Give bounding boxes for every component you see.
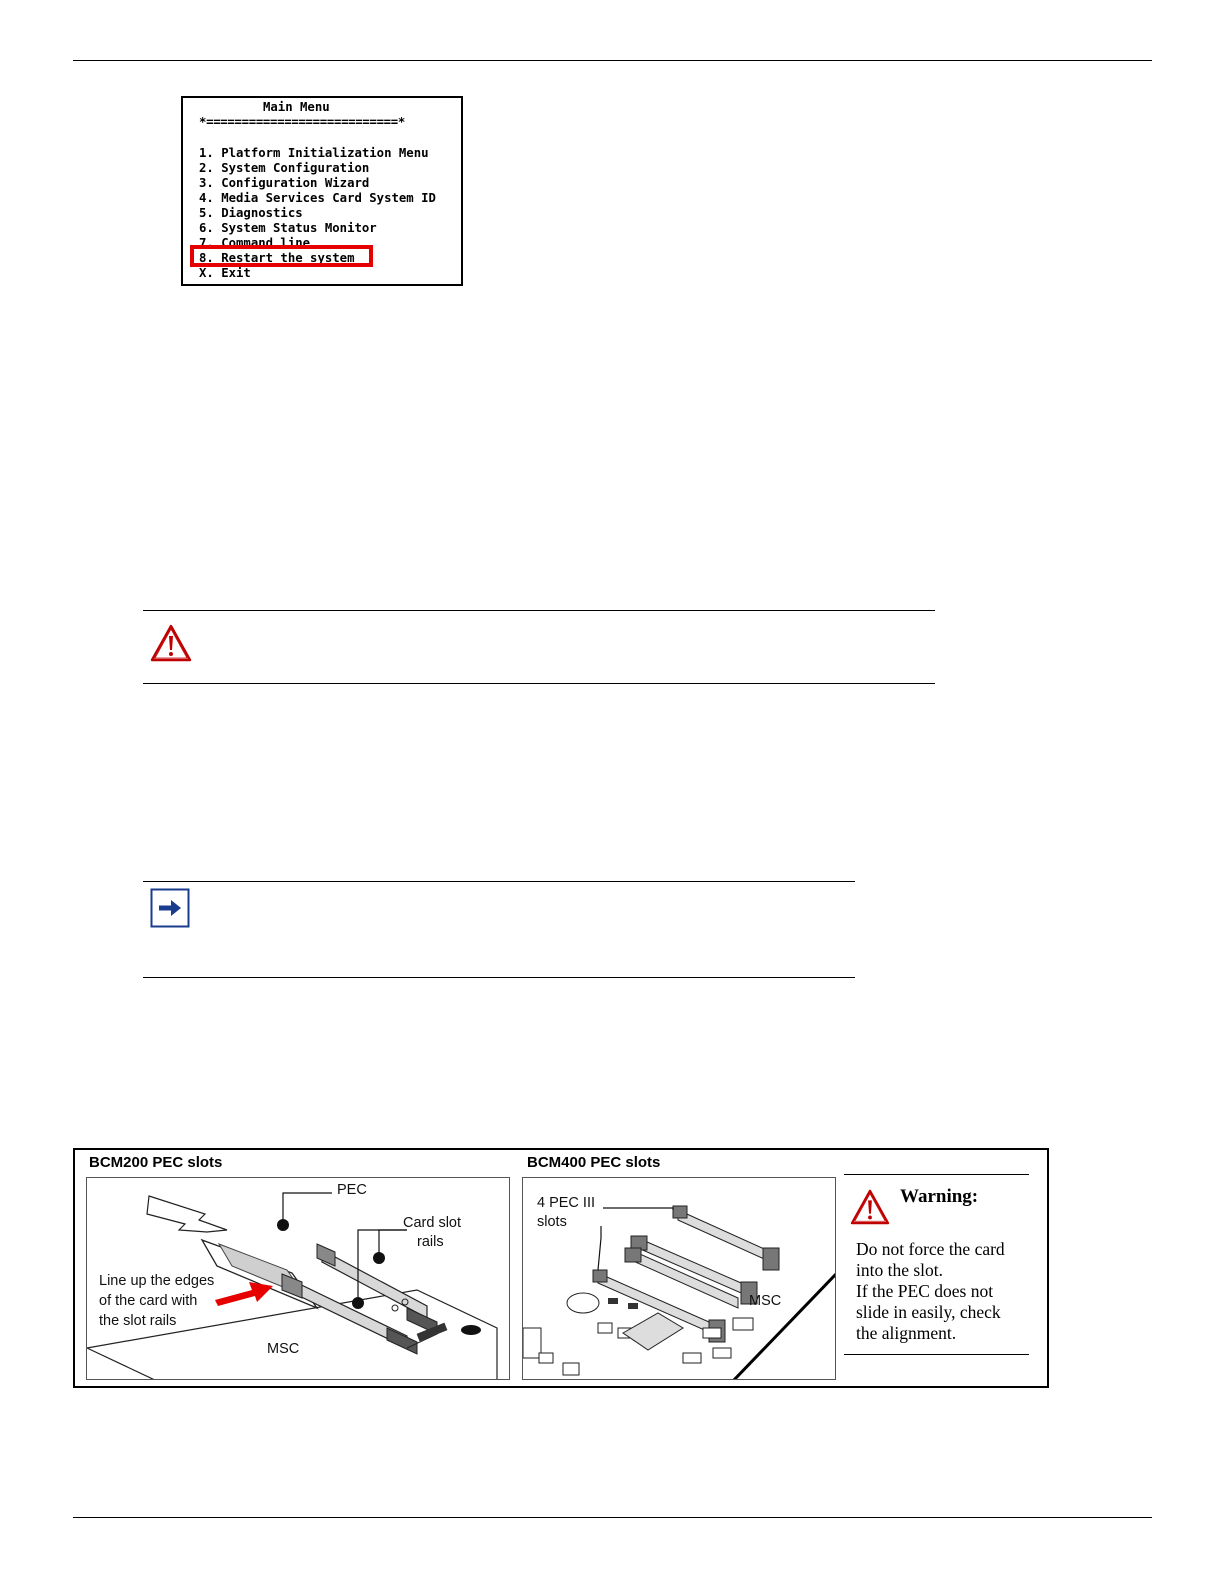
main-menu-screenshot	[181, 96, 463, 286]
header-rule	[73, 60, 1152, 61]
menu-item: 1. Platform Initialization Menu	[199, 146, 429, 160]
msc-label-right: MSC	[749, 1293, 782, 1309]
menu-item: 5. Diagnostics	[199, 206, 303, 220]
note-rule-bottom	[143, 977, 855, 978]
warning-rule-top	[143, 610, 935, 611]
arrow-right-icon	[150, 888, 190, 928]
menu-title: Main Menu	[263, 100, 330, 114]
pec-label: PEC	[337, 1182, 367, 1198]
menu-separator: *===========================*	[199, 115, 405, 129]
figure-warning-line: If the PEC does not	[856, 1281, 994, 1301]
card-slot-label-line2: rails	[417, 1234, 444, 1250]
note-rule-top	[143, 881, 855, 882]
menu-item-restart: 8. Restart the system	[199, 251, 355, 265]
figure-warning-rule-bottom	[844, 1354, 1029, 1355]
restart-highlight-box	[190, 245, 373, 267]
warning-triangle-icon	[150, 623, 192, 663]
menu-item: 7. Command line	[199, 236, 311, 250]
msc-label-left: MSC	[267, 1341, 300, 1357]
card-slot-label-line1: Card slot	[403, 1215, 462, 1231]
menu-item: 4. Media Services Card System ID	[199, 191, 436, 205]
footer-rule	[73, 1517, 1152, 1518]
figure-warning-title: Warning:	[900, 1186, 979, 1207]
bcm400-heading: BCM400 PEC slots	[527, 1154, 661, 1171]
line-up-label-line2: of the card with	[99, 1293, 198, 1309]
slots-label-line2: slots	[537, 1214, 567, 1230]
menu-item: X. Exit	[199, 266, 251, 280]
figure-warning-text	[856, 1239, 1031, 1344]
menu-item: 2. System Configuration	[199, 161, 370, 175]
figure-warning-line: into the slot.	[856, 1260, 944, 1280]
slots-label-line1: 4 PEC III	[537, 1195, 596, 1211]
figure-warning-rule-top	[844, 1174, 1029, 1175]
warning-triangle-icon	[850, 1188, 890, 1226]
bcm200-heading: BCM200 PEC slots	[89, 1154, 223, 1171]
line-up-label-line1: Line up the edges	[99, 1273, 215, 1289]
figure-warning-line: slide in easily, check	[856, 1302, 1001, 1322]
pec-slots-figure	[73, 1148, 1049, 1388]
bcm200-diagram	[86, 1177, 510, 1380]
warning-rule-bottom	[143, 683, 935, 684]
menu-item: 3. Configuration Wizard	[199, 176, 370, 190]
figure-warning	[844, 1174, 1029, 1362]
line-up-label-line3: the slot rails	[99, 1313, 177, 1329]
figure-warning-line: the alignment.	[856, 1323, 957, 1343]
menu-item: 6. System Status Monitor	[199, 221, 377, 235]
figure-warning-line: Do not force the card	[856, 1239, 1005, 1259]
bcm400-diagram	[522, 1177, 836, 1380]
